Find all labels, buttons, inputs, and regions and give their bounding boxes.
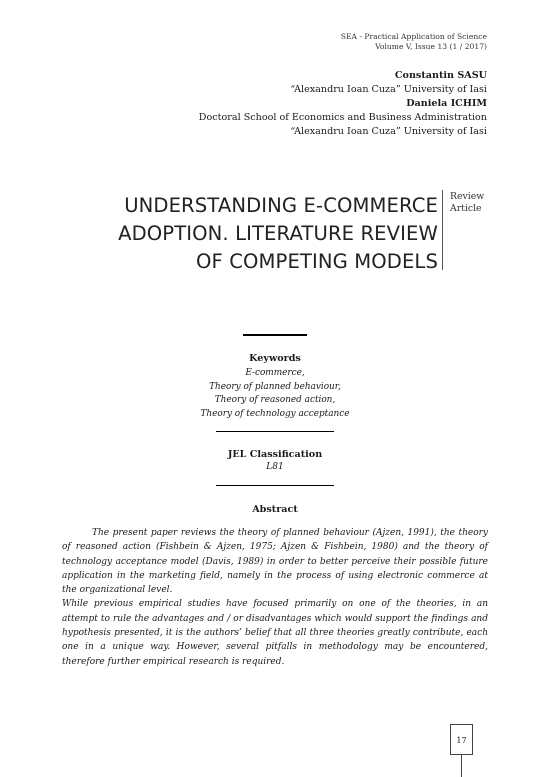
abstract-paragraph: The present paper reviews the theory of planned behaviour (Ajzen, 1991), the theory of reasoned action (Fishbein & Ajzen, 1975; Ajzen & Fishbein, 1980) and the theory of technology acceptance model (Davis, 1989) in order to better perceive their possible future application in the marketing field, namely in the process of using electronic commerce at the organizational level. — [62, 528, 488, 596]
title-line: UNDERSTANDING E-COMMERCE — [124, 194, 438, 217]
page-number: 17 — [450, 724, 473, 755]
author-affiliation: “Alexandru Ioan Cuza” University of Iasi — [290, 84, 487, 95]
keyword-item: Theory of reasoned action, — [214, 395, 336, 406]
divider — [216, 431, 334, 432]
abstract-paragraph: While previous empirical studies have focused primarily on one of the theories, in an attempt to rule the advantages and / or disadvantages which would support the findings and hypothesis presented, it is the authors’ belief that all three theories greatly contribute, each one in a unique way. However, several pitfalls in methodology may be encountered, therefore further empirical research is required. — [62, 599, 488, 667]
journal-name: SEA - Practical Application of Science — [340, 32, 487, 41]
keyword-item: Theory of planned behaviour, — [209, 381, 341, 392]
title-divider — [442, 190, 443, 270]
jel-code: L81 — [266, 462, 284, 472]
divider — [216, 485, 334, 486]
author-block — [199, 69, 487, 139]
keywords-list — [0, 367, 550, 421]
jel-heading: JEL Classification — [227, 449, 323, 460]
journal-header — [341, 32, 487, 52]
keywords-heading: Keywords — [249, 353, 301, 364]
author-affiliation: “Alexandru Ioan Cuza” University of Iasi — [290, 126, 487, 137]
author-name: Daniela ICHIM — [406, 98, 487, 109]
keyword-item: E-commerce, — [245, 368, 305, 378]
article-type-line: Article — [450, 203, 482, 214]
page-number-stem — [461, 755, 462, 777]
abstract-heading: Abstract — [252, 504, 298, 515]
article-type-line: Review — [450, 191, 485, 202]
article-type — [450, 191, 484, 215]
keyword-item: Theory of technology acceptance — [200, 408, 350, 419]
paper-title — [118, 192, 438, 276]
title-line: OF COMPETING MODELS — [196, 250, 438, 273]
abstract-body — [62, 526, 488, 669]
journal-volume: Volume V, Issue 13 (1 / 2017) — [375, 42, 487, 51]
divider — [243, 334, 307, 336]
author-affiliation: Doctoral School of Economics and Business Administration — [198, 112, 487, 123]
title-line: ADOPTION. LITERATURE REVIEW — [118, 222, 438, 245]
author-name: Constantin SASU — [394, 70, 487, 81]
